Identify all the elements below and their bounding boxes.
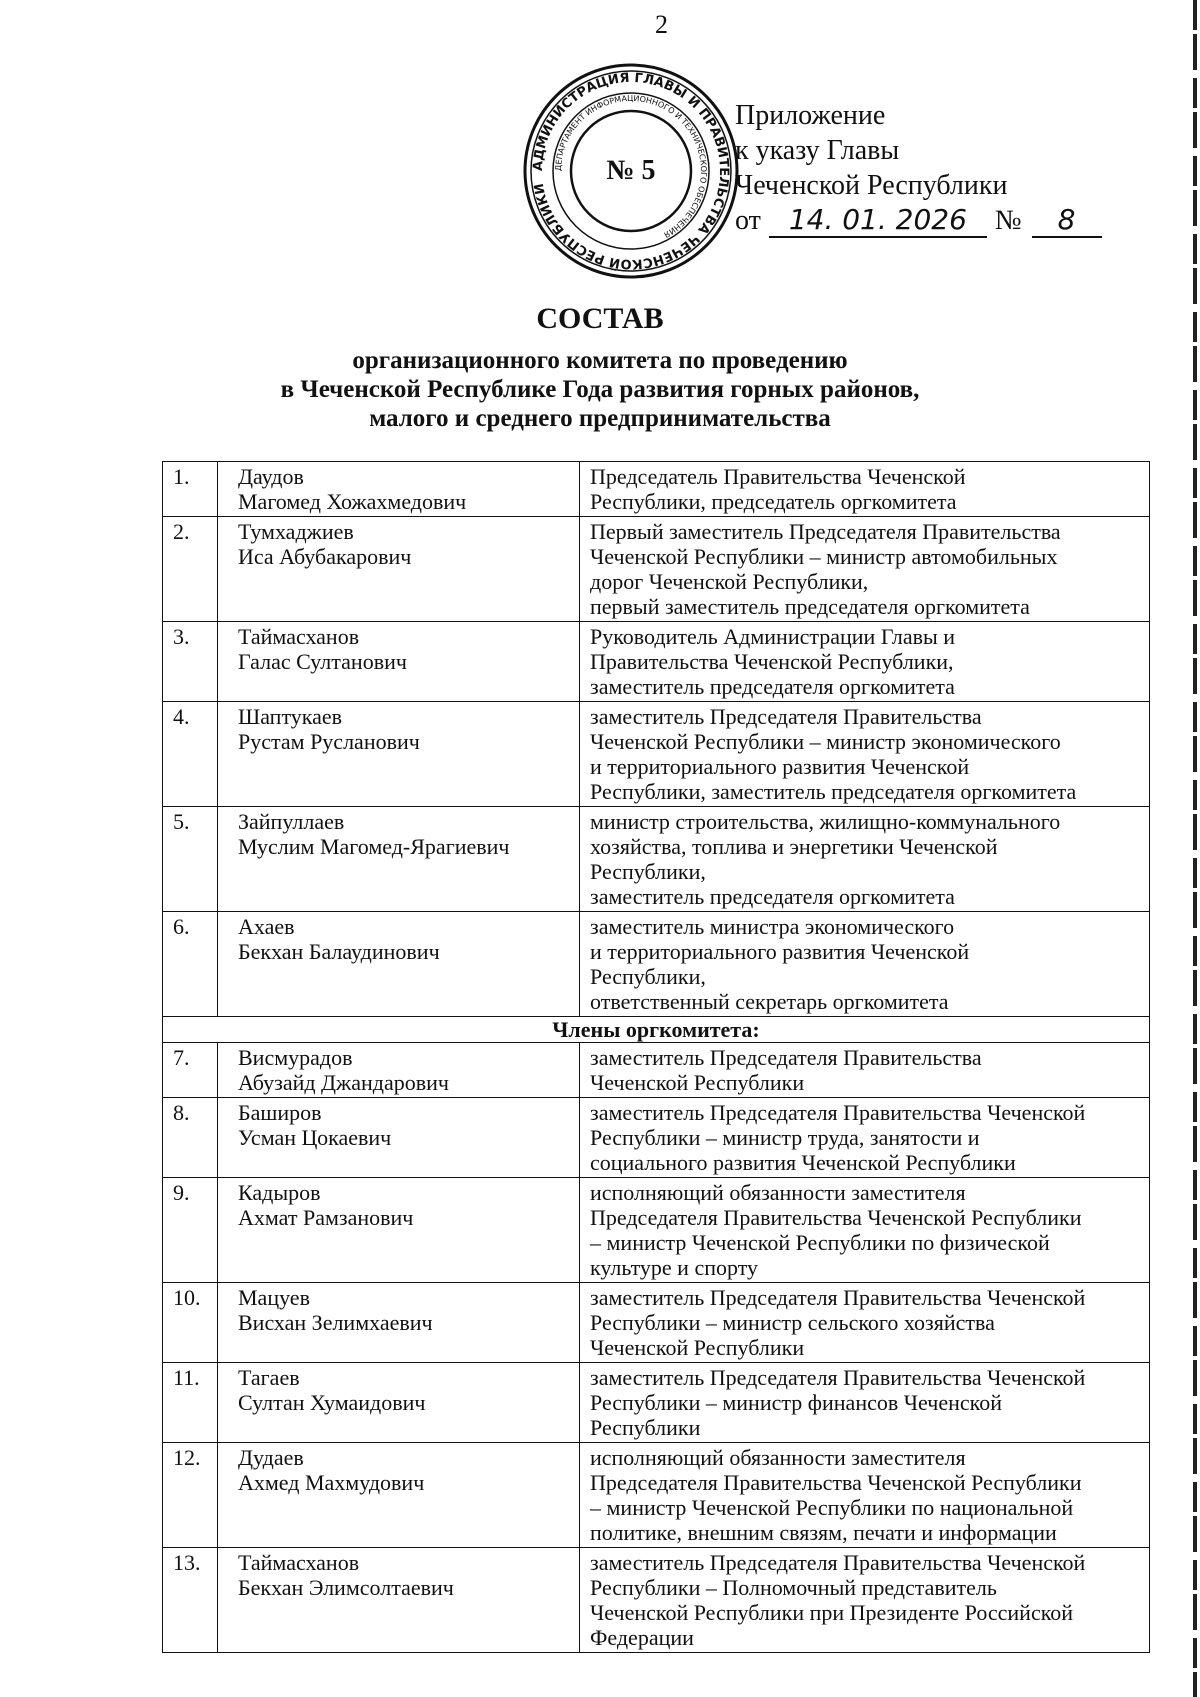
position-line: Республики – Полномочный представитель	[590, 1575, 997, 1600]
handwritten-date: 14. 01. 2026	[769, 204, 987, 238]
position-line: политике, внешним связям, печати и информации	[590, 1520, 1057, 1545]
given-name: Султан Хумаидович	[238, 1390, 426, 1415]
position-line: заместитель Председателя Правительства Чеченской	[590, 1365, 1086, 1390]
member-position	[580, 1548, 1150, 1653]
position-line: Республики,	[590, 859, 706, 884]
given-name: Абузайд Джандарович	[238, 1070, 449, 1095]
member-name	[218, 462, 580, 517]
table-row	[163, 912, 1150, 1017]
given-name: Усман Цокаевич	[238, 1125, 392, 1150]
table-row	[163, 1443, 1150, 1548]
appendix-line-1: Приложение	[735, 100, 886, 131]
position-line: заместитель Председателя Правительства	[590, 1045, 982, 1070]
table-row	[163, 622, 1150, 702]
member-name	[218, 1098, 580, 1178]
seal-outer-text: АДМИНИСТРАЦИЯ ГЛАВЫ И ПРАВИТЕЛЬСТВА ЧЕЧЕНСКОЙ РЕСПУБЛИКИ	[530, 70, 732, 272]
position-line: Председателя Правительства Чеченской Республики	[590, 1205, 1082, 1230]
row-number: 2.	[163, 517, 218, 622]
appendix-line-3: Чеченской Республики	[735, 170, 1008, 201]
member-position	[580, 807, 1150, 912]
member-position	[580, 1443, 1150, 1548]
row-number: 6.	[163, 912, 218, 1017]
surname: Ахаев	[238, 914, 295, 939]
document-subtitle	[0, 346, 1200, 433]
member-name	[218, 807, 580, 912]
surname: Мацуев	[238, 1285, 310, 1310]
table-row	[163, 1043, 1150, 1098]
member-position	[580, 912, 1150, 1017]
seal-inner-text: ДЕПАРТАМЕНТ ИНФОРМАЦИОННОГО И ТЕХНИЧЕСКОГО ОБЕСПЕЧЕНИЯ	[553, 93, 709, 240]
position-line: дорог Чеченской Республики,	[590, 569, 869, 594]
position-line: культуре и спорту	[590, 1255, 759, 1280]
position-line: Республики – министр сельского хозяйства	[590, 1310, 995, 1335]
given-name: Магомед Хожахмедович	[238, 489, 467, 514]
row-number: 3.	[163, 622, 218, 702]
position-line: Чеченской Республики	[590, 1070, 805, 1095]
position-line: заместитель Председателя Правительства Чеченской	[590, 1100, 1086, 1125]
given-name: Висхан Зелимхаевич	[238, 1310, 433, 1335]
position-line: Чеченской Республики – министр автомобильных	[590, 544, 1058, 569]
appendix-date-line	[735, 203, 1102, 238]
position-line: исполняющий обязанности заместителя	[590, 1180, 966, 1205]
position-line: Руководитель Администрации Главы и	[590, 624, 956, 649]
table-row	[163, 1098, 1150, 1178]
document-title: СОСТАВ	[536, 302, 664, 335]
position-line: социального развития Чеченской Республики	[590, 1150, 1016, 1175]
position-line: Чеченской Республики – министр экономического	[590, 729, 1061, 754]
committee-table	[162, 461, 1150, 1653]
position-line: Республики, заместитель председателя оргкомитета	[590, 779, 1077, 804]
appendix-line-2: к указу Главы	[735, 135, 900, 166]
member-position	[580, 462, 1150, 517]
member-name	[218, 1283, 580, 1363]
position-line: Правительства Чеченской Республики,	[590, 649, 954, 674]
table-row	[163, 1363, 1150, 1443]
position-line: Чеченской Республики при Президенте Российской	[590, 1600, 1074, 1625]
member-position	[580, 622, 1150, 702]
table-row	[163, 1178, 1150, 1283]
position-line: Председатель Правительства Чеченской	[590, 464, 966, 489]
position-line: – министр Чеченской Республики по национальной	[590, 1495, 1074, 1520]
given-name: Галас Султанович	[238, 649, 407, 674]
member-position	[580, 1363, 1150, 1443]
member-name	[218, 1178, 580, 1283]
surname: Зайпуллаев	[238, 809, 345, 834]
surname: Шаптукаев	[238, 704, 343, 729]
surname: Висмурадов	[238, 1045, 353, 1070]
position-line: заместитель председателя оргкомитета	[590, 884, 955, 909]
row-number: 13.	[163, 1548, 218, 1653]
table-row	[163, 702, 1150, 807]
surname: Тумхаджиев	[238, 519, 354, 544]
given-name: Ахмат Рамзанович	[238, 1205, 414, 1230]
given-name: Рустам Русланович	[238, 729, 420, 754]
position-line: – министр Чеченской Республики по физической	[590, 1230, 1050, 1255]
position-line: Республики – министр труда, занятости и	[590, 1125, 980, 1150]
row-number: 10.	[163, 1283, 218, 1363]
member-position	[580, 1283, 1150, 1363]
subtitle-line: малого и среднего предпринимательства	[369, 405, 831, 432]
member-position	[580, 517, 1150, 622]
table-row	[163, 1548, 1150, 1653]
member-position	[580, 1098, 1150, 1178]
surname: Таймасханов	[238, 624, 360, 649]
position-line: исполняющий обязанности заместителя	[590, 1445, 966, 1470]
position-line: министр строительства, жилищно-коммунального	[590, 809, 1061, 834]
subtitle-line: организационного комитета по проведению	[352, 347, 848, 374]
member-position	[580, 1178, 1150, 1283]
scan-edge-mark	[1193, 0, 1197, 1697]
row-number: 7.	[163, 1043, 218, 1098]
member-name	[218, 1548, 580, 1653]
row-number: 8.	[163, 1098, 218, 1178]
row-number: 11.	[163, 1363, 218, 1443]
row-number: 4.	[163, 702, 218, 807]
surname: Тагаев	[238, 1365, 300, 1390]
subtitle-line: в Чеченской Республике Года развития горных районов,	[280, 376, 920, 403]
member-name	[218, 1043, 580, 1098]
row-number: 1.	[163, 462, 218, 517]
position-line: заместитель Председателя Правительства Чеченской	[590, 1285, 1086, 1310]
given-name: Иса Абубакарович	[238, 544, 412, 569]
position-line: Республики	[590, 1415, 701, 1440]
position-line: Председателя Правительства Чеченской Республики	[590, 1470, 1082, 1495]
row-number: 12.	[163, 1443, 218, 1548]
row-number: 5.	[163, 807, 218, 912]
given-name: Ахмед Махмудович	[238, 1470, 425, 1495]
surname: Дудаев	[238, 1445, 304, 1470]
row-number: 9.	[163, 1178, 218, 1283]
member-name	[218, 1363, 580, 1443]
position-line: Чеченской Республики	[590, 1335, 805, 1360]
position-line: Первый заместитель Председателя Правительства	[590, 519, 1061, 544]
table-row	[163, 1283, 1150, 1363]
table-row	[163, 517, 1150, 622]
position-line: Республики, председатель оргкомитета	[590, 489, 957, 514]
member-position	[580, 1043, 1150, 1098]
member-name	[218, 622, 580, 702]
position-line: заместитель Председателя Правительства Чеченской	[590, 1550, 1086, 1575]
given-name: Бекхан Элимсолтаевич	[238, 1575, 454, 1600]
given-name: Бекхан Балаудинович	[238, 939, 440, 964]
surname: Таймасханов	[238, 1550, 360, 1575]
member-name	[218, 702, 580, 807]
position-line: Федерации	[590, 1625, 694, 1650]
table-row	[163, 807, 1150, 912]
surname: Кадыров	[238, 1180, 321, 1205]
position-line: хозяйства, топлива и энергетики Чеченской	[590, 834, 998, 859]
position-line: заместитель Председателя Правительства	[590, 704, 982, 729]
position-line: Республики,	[590, 964, 706, 989]
member-name	[218, 1443, 580, 1548]
table-row	[163, 462, 1150, 517]
seal-number: № 5	[606, 155, 656, 186]
member-name	[218, 912, 580, 1017]
position-line: Республики – министр финансов Чеченской	[590, 1390, 1002, 1415]
number-label: №	[994, 205, 1022, 236]
position-line: ответственный секретарь оргкомитета	[590, 989, 949, 1014]
position-line: и территориального развития Чеченской	[590, 754, 970, 779]
member-position	[580, 702, 1150, 807]
member-name	[218, 517, 580, 622]
appendix-block	[735, 98, 1102, 238]
members-heading: Члены оргкомитета:	[163, 1017, 1150, 1043]
surname: Даудов	[238, 464, 304, 489]
from-label: от	[735, 205, 761, 236]
position-line: заместитель министра экономического	[590, 914, 955, 939]
members-section-row	[163, 1017, 1150, 1043]
position-line: и территориального развития Чеченской	[590, 939, 970, 964]
page-number: 2	[655, 10, 668, 39]
given-name: Муслим Магомед-Ярагиевич	[238, 834, 510, 859]
surname: Баширов	[238, 1100, 322, 1125]
position-line: заместитель председателя оргкомитета	[590, 674, 955, 699]
position-line: первый заместитель председателя оргкомитета	[590, 594, 1030, 619]
handwritten-number: 8	[1032, 204, 1102, 238]
